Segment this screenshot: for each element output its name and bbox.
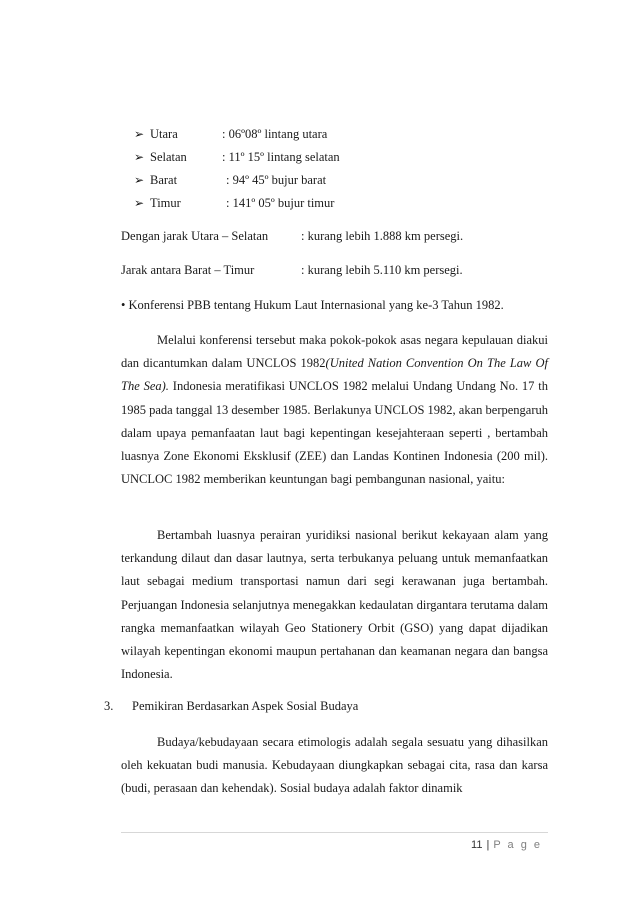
section-number: 3. [104,699,114,713]
distance-label: Jarak antara Barat – Timur [121,263,255,277]
paragraph-territory [121,524,548,686]
footer-separator: | [486,839,490,851]
coordinate-label: Timur [150,196,181,210]
page-number: 11 [471,839,483,851]
footer-divider [121,832,548,833]
arrow-bullet-icon: ➢ [134,196,145,210]
distance-value: : kurang lebih 1.888 km persegi. [301,229,464,243]
coordinate-label: Barat [150,173,178,187]
distance-north-south [121,229,464,244]
coordinate-label: Selatan [150,150,187,164]
coordinate-value: : 141º 05º bujur timur [226,196,335,210]
paragraph-culture [121,731,548,801]
arrow-bullet-icon: ➢ [134,150,145,164]
coordinate-value: : 94º 45º bujur barat [226,173,327,187]
paragraph-text: Budaya/kebudayaan secara etimologis adalah segala sesuatu yang dihasilkan oleh kekuatan budi manusia. Kebudayaan diungkapkan sebagai cita, rasa dan karsa (budi, perasaan dan kehendak). Sosial budaya adalah faktor dinamik [121,735,548,796]
coordinate-label: Utara [150,127,178,141]
arrow-bullet-icon: ➢ [134,127,145,141]
page-word: P a g e [493,839,542,851]
distance-value: : kurang lebih 5.110 km persegi. [301,263,463,277]
paragraph-italic: (United Nation Convention On The Law Of The Sea). [121,356,548,394]
coordinate-value: : 06º08º lintang utara [222,127,328,141]
distance-label: Dengan jarak Utara – Selatan [121,229,269,243]
distance-east-west [121,263,463,278]
paragraph-text: Melalui konferensi tersebut maka pokok-pokok asas negara kepulauan diakui dan dicantumkan dalam UNCLOS 1982 [121,333,548,371]
section-title: Pemikiran Berdasarkan Aspek Sosial Budaya [132,699,359,713]
paragraph-text: Indonesia meratifikasi UNCLOS 1982 melalui Undang Undang No. 17 th 1985 pada tanggal 13 desember 1985. Berlakunya UNCLOS 1982, akan berpengaruh dalam upaya pemanfaatan laut bagi kepentingan kesejahteraan seperti , bertambah luasnya Zone Ekonomi Eksklusif (ZEE) dan Landas Kontinen Indonesia (200 mil). UNCLOC 1982 memberikan keuntungan bagi pembangunan nasional, yaitu: [121,379,548,487]
conference-line: • Konferensi PBB tentang Hukum Laut Internasional yang ke-3 Tahun 1982. [121,298,504,312]
coordinate-value: : 11º 15º lintang selatan [222,150,340,164]
arrow-bullet-icon: ➢ [134,173,145,187]
paragraph-text: Bertambah luasnya perairan yuridiksi nasional berikut kekayaan alam yang terkandung dilaut dan dasar lautnya, serta terbukanya peluang untuk memanfaatkan laut sebagai medium transportasi namun dari segi kerawanan juga bertambah. Perjuangan Indonesia selanjutnya menegakkan kedaulatan dirgantara terutama dalam rangka memanfaatkan wilayah Geo Stationery Orbit (GSO) yang dapat dijadikan wilayah kepentingan ekonomi maupun pertahanan dan keamanan negara dan bangsa Indonesia. [121,528,548,682]
page-footer [471,839,542,851]
paragraph-unclos [121,329,548,491]
